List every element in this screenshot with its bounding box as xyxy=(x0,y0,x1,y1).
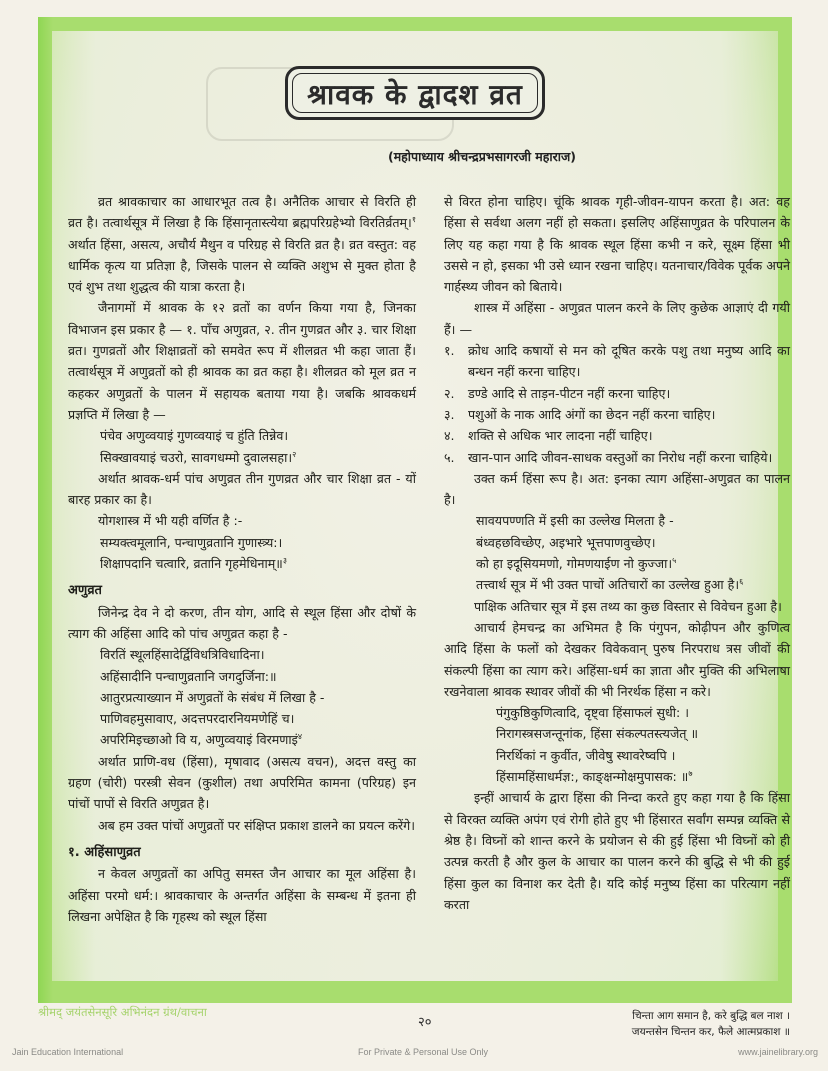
footnote-ref: ४ xyxy=(297,732,302,742)
footnote-ref: २ xyxy=(292,449,297,459)
footnote-ref: ५ xyxy=(672,555,677,565)
author-line: (महोपाध्याय श्रीचन्द्रप्रभसागरजी महाराज) xyxy=(387,149,576,164)
verse-line: सिक्खावयाइं चउरो, सावगधम्मो दुवालसहा।$^२$ xyxy=(100,449,297,465)
verse-line: बंध्वहछविच्छेए, अइभारे भूत्तपाणवुच्छेए। xyxy=(476,534,656,550)
verse-line: को हा इदूसियमणो, गोमणयाईण नो कुज्जा।$^५$ xyxy=(476,555,677,572)
verse-block xyxy=(68,532,416,575)
verse-block xyxy=(444,510,790,595)
paragraph: अब हम उक्त पांचों अणुव्रतों पर संक्षिप्त प्रकाश डालने का प्रयत्न करेंगे। xyxy=(98,817,416,833)
couplet-line: चिन्ता आग समान है, करे बुद्धि बल नाश । xyxy=(632,1010,790,1022)
page-title: श्रावक के द्वादश व्रत xyxy=(307,78,523,111)
section-heading: अणुव्रत xyxy=(68,583,102,599)
list-item: १. क्रोध आदि कषायों से मन को दूषित करके पशु तथा मनुष्य आदि का बन्धन नहीं करना चाहिए। xyxy=(444,343,790,380)
watermark-center: For Private & Personal Use Only xyxy=(358,1047,489,1057)
paragraph: जिनेन्द्र देव ने दो करण, तीन योग, आदि से स्थूल हिंसा और दोषों के त्याग की अहिंसा आदि को पांच अणुव्रत कहा है - xyxy=(68,604,416,641)
verse-intro: तत्त्वार्थ सूत्र में भी उक्त पाचों अतिचारों का उल्लेख हुआ है।$^६$ xyxy=(476,577,744,593)
footer-couplet xyxy=(632,1008,790,1040)
verse-intro: सावयपण्णति में इसी का उल्लेख मिलता है - xyxy=(476,513,674,529)
watermark-left: Jain Education International xyxy=(12,1047,124,1057)
verse-block xyxy=(444,702,790,787)
section-heading: १. अहिंसाणुव्रत xyxy=(68,844,141,860)
page-number: २० xyxy=(418,1015,432,1030)
paragraph: योगशास्त्र में भी यही वर्णित है :- xyxy=(98,513,243,529)
paragraph: न केवल अणुव्रतों का अपितु समस्त जैन आचार का मूल अहिंसा है। अहिंसा परमो धर्म:। श्रावकाचार के अन्तर्गत अहिंसा के सम्बन्ध में इतना ही लिखना अपेक्षित है कि गृहस्थ को स्थूल हिंसा xyxy=(68,866,416,924)
commandments-list xyxy=(444,340,790,468)
verse-line: पाणिवहमुसावाए, अदत्तपरदारनियमणेहिं च। xyxy=(100,711,295,727)
book-title-footer: श्रीमद् जयंतसेनसूरि अभिनंदन ग्रंथ/वाचना xyxy=(38,1005,207,1019)
verse-line: पंगुकुष्ठिकुणित्वादि, दृष्ट्वा हिंसाफलं सुधी: । xyxy=(496,705,690,721)
list-item: ३. पशुओं के नाक आदि अंगों का छेदन नहीं करना चाहिए। xyxy=(444,406,716,422)
verse-line: विरतिं स्थूलहिंसादेर्द्विविधत्रिविधादिना। xyxy=(100,647,265,663)
paragraph: से विरत होना चाहिए। चूंकि श्रावक गृही-जीवन-यापन करता है। अत: वह हिंसा से सर्वथा अलग नहीं हो सकता। इसलिए अहिंसाणुव्रत के परिपालन के लिए यह कहा गया है कि श्रावक स्थूल हिंसा कभी न करे, सूक्ष्म हिंसा भी उससे न हो, इसका भी उसे ध्यान रखना चाहिए। यतनाचार/विवेक पूर्वक अपने गार्हस्थ्य जीवन को बिताये। xyxy=(444,194,790,295)
verse-intro: आतुरप्रत्याख्यान में अणुव्रतों के संबंध में लिखा है - xyxy=(100,689,325,705)
verse-line: सम्यक्त्वमूलानि, पन्चाणुव्रतानि गुणास्त्र्य:। xyxy=(100,534,283,550)
verse-line: शिक्षापदानि चत्वारि, व्रतानि गृहमेधिनाम्॥$^३$ xyxy=(100,555,288,572)
title-box xyxy=(285,66,545,120)
paragraph: व्रत श्रावकाचार का आधारभूत तत्व है। अनैतिक आचार से विरति ही व्रत है। तत्वार्थसूत्र में लिखा है कि हिंसानृतास्त्येया ब्रह्मपरिग्रहेभ्यो विरतिर्व्रतम्।$^१$ अर्थात हिंसा, असत्य, अचौर्य मैथुन व परिग्रह से विरति व्रत है। व्रत वस्तुत: वह धार्मिक कृत्य या प्रतिज्ञा है, जिसके पालन से व्यक्ति अशुभ से मुक्त होता है एवं शुभ तथा शुद्धत्व की यात्रा करता है। xyxy=(68,194,416,295)
footnote-ref: १ xyxy=(411,215,416,225)
paragraph: आचार्य हेमचन्द्र का अभिमत है कि पंगुपन, कोढ़ीपन और कुणित्व आदि हिंसा के फलों को देखकर विवेकवान् पुरुष निरपराध त्रस जीवों की संकल्पी हिंसा का त्याग करे। अहिंसा-धर्म का ज्ञाता और मुक्ति की अभिलाषा रखनेवाला श्रावक स्थावर जीवों की भी निरर्थक हिंसा न करे। xyxy=(444,619,790,699)
paragraph: जैनागमों में श्रावक के १२ व्रतों का वर्णन किया गया है, जिनका विभाजन इस प्रकार है — १. पाँच अणुव्रत, २. तीन गुणव्रत और ३. चार शिक्षा व्रत। गुणव्रतों और शिक्षाव्रतों को समवेत रूप में शीलव्रत भी कहा जाता हैं। तत्वार्थसूत्र में अणुव्रतों को ही श्रावक का व्रत कहा है। शीलव्रत को मूल व्रत न कहकर अणुव्रतों के पालन में सहायक बताया गया है। जबकि श्रावकधर्म प्रज्ञप्ति में लिखा है — xyxy=(68,300,416,422)
couplet-line: जयन्तसेन चिन्तन कर, फैले आत्मप्रकाश ॥ xyxy=(631,1026,790,1038)
paragraph: अर्थात श्रावक-धर्म पांच अणुव्रत तीन गुणव्रत और चार शिक्षा व्रत - यों बारह प्रकार का है। xyxy=(68,470,416,508)
list-item: २. डण्डे आदि से ताड़न-पीटन नहीं करना चाहिए। xyxy=(444,385,671,401)
list-item: ५. खान-पान आदि जीवन-साधक वस्तुओं का निरोध नहीं करना चाहिये। xyxy=(444,449,773,465)
list-item: ४. शक्ति से अधिक भार लादना नहीं चाहिए। xyxy=(444,428,653,444)
verse-line: अपरिमिइच्छाओ वि य, अणुव्वयाइं विरमणाइं$^४$ xyxy=(100,732,302,748)
verse-line: निरागस्त्रसजन्तूनांक, हिंसा संकल्पतस्त्यजेत् ॥ xyxy=(496,726,699,742)
verse-block xyxy=(68,644,416,750)
content-panel xyxy=(52,31,790,981)
green-frame xyxy=(38,17,792,1003)
footnote-ref: ७ xyxy=(688,768,693,778)
paragraph: अर्थात प्राणि-वध (हिंसा), मृषावाद (असत्य वचन), अदत्त वस्तु का ग्रहण (चोरी) परस्त्री सेवन (कुशील) तथा अपरिमित कामना (परिग्रह) इन पांचों पापों से विरति अणुव्रत है। xyxy=(68,753,416,812)
paragraph: पाक्षिक अतिचार सूत्र में इस तथ्य का कुछ विस्तार से विवेचन हुआ है। xyxy=(474,598,782,614)
verse-line: हिंसामहिंसाधर्मज्ञ:, काङ्क्षन्मोक्षमुपासक: ॥$^७$ xyxy=(496,768,693,785)
footnote-ref: ३ xyxy=(282,555,288,565)
watermark-right: www.jainelibrary.org xyxy=(738,1047,818,1057)
verse-block xyxy=(68,425,416,468)
verse-line: पंचेव अणुव्वयाइं गुणव्वयाइं च हुंति तिन्नेव। xyxy=(100,428,289,444)
verse-line: निरर्थिकां न कुर्वीत, जीवेषु स्थावरेष्वपि । xyxy=(496,747,676,763)
paragraph: इन्हीं आचार्य के द्वारा हिंसा की निन्दा करते हुए कहा गया है कि हिंसा से विरक्त व्यक्ति अपंग एवं रोगी होते हुए भी हिंसारत सर्वांग सम्पन्न व्यक्ति से श्रेष्ठ है। विघ्नों को शान्त करने के प्रयोजन से की हुई हिंसा भी विघ्नों को ही उत्पन्न करती है और कुल के आचार का पालन करने की बुद्धि से भी की हुई हिंसा कुल का विनाश कर देती है। यदि कोई मनुष्य हिंसा का परित्याग नहीं करता xyxy=(444,790,790,912)
left-column xyxy=(68,191,416,927)
paragraph: शास्त्र में अहिंसा - अणुव्रत पालन करने के लिए कुछेक आज्ञाएं दी गयी हैं। — xyxy=(444,300,790,337)
paragraph: उक्त कर्म हिंसा रूप है। अत: इनका त्याग अहिंसा-अणुव्रत का पालन है। xyxy=(444,470,790,508)
footnote-ref: ६ xyxy=(739,577,744,587)
right-column xyxy=(444,191,790,915)
verse-line: अहिंसादीनि पन्चाणुव्रतानि जगदुर्जिना:॥ xyxy=(100,668,277,684)
